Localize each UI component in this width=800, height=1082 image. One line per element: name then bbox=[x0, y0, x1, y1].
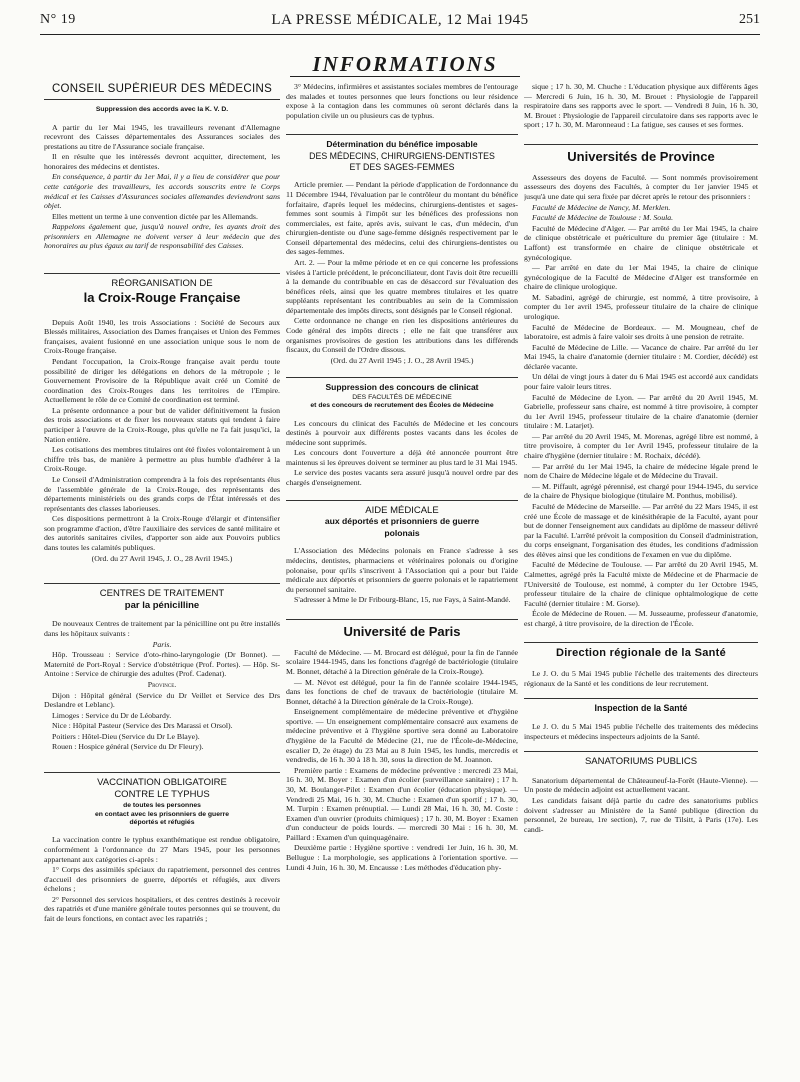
section-title: INFORMATIONS bbox=[312, 52, 498, 76]
paragraph: Faculté de Médecine de Bordeaux. — M. Mougneau, chef de laboratoire, est admis à faire valoir ses droits à une pension de retraite. bbox=[524, 322, 758, 342]
aide-title-2: aux déportés et prisonniers de guerre bbox=[324, 516, 480, 527]
paragraph: Deuxième partie : Hygiène sportive : vendredi 1er Juin, 16 h. 30, M. Bellugue : La morphologie, ses applications à l'orientation sportive. — Lundi 4 Juin, 16 h. 30, M. Encausse : Les méthodes d'éducation phy- bbox=[286, 843, 518, 872]
paragraph: Les concours dont l'ouverture a déjà été annoncée pourront être maintenus si les épreuves doivent se terminer au plus tard le 31 Mai 1945. bbox=[286, 448, 518, 467]
paragraph: Les concours du clinicat des Facultés de Médecine et les concours destinés à pourvoir aux différents postes vacants dans les écoles de médecine sont supprimés. bbox=[286, 418, 518, 447]
benefice-title-3: ET DES SAGES-FEMMES bbox=[349, 161, 455, 172]
paragraph: La vaccination contre le typhus exanthématique est rendue obligatoire, conformément à l'ordonnance du 27 Mars 1945, pour les personnes appartenant aux catégories ci-après : bbox=[44, 835, 280, 864]
vaccination-sub-3: déportés et réfugiés bbox=[129, 819, 195, 827]
divider bbox=[44, 99, 280, 100]
universite-paris-title: Université de Paris bbox=[343, 623, 461, 639]
paragraph: sique ; 17 h. 30, M. Chuche : L'éducation physique aux différents âges — Mercredi 6 Juin, 16 h. 30, M. Brouet : Physiologie de l'appareil respiratoire dans ses rapports avec le sport. — Vendredi 8 Juin, 16 h. 30, M. Brouet : Physiologie de l'appareil circulatoire dans ses rapports avec le sport ; 17 h. 30, M. Maronneaud : La fatigue, ses causes et ses formes. bbox=[524, 82, 758, 130]
paragraph: L'Association des Médecins polonais en France s'adresse à ses médecins, dentistes, pharmaciens et vétérinaires polonais ou d'origine polonaise, pour qu'ils s'inscrivent à l'Association qui a pour but l'aide médicale aux déportés et prisonniers de guerre polonais et le rapatriement du personnel sanitaire. bbox=[286, 546, 518, 594]
section-title-rule bbox=[290, 76, 520, 77]
vaccination-sub-1: de toutes les personnes bbox=[123, 802, 201, 810]
running-head bbox=[40, 12, 760, 34]
paragraph: — Par arrêté en date du 1er Mai 1945, la chaire de clinique gynécologique de la Faculté de Médecine d'Alger est transformée en chaire de clinique urologique. bbox=[524, 263, 758, 292]
subheading-paris: Paris. bbox=[152, 639, 172, 649]
paragraph: École de Médecine de Rouen. — M. Jusseaume, professeur d'anatomie, est chargé, à titre provisoire, de la direction de l'École. bbox=[524, 609, 758, 628]
paragraph: Art. 2. — Pour la même période et en ce qui concerne les professions visées à l'article précédent, le préconciliateur, dont l'avis doit être recueilli à la demande du contribuable en cas de désaccord sur l'évaluation des bénéfices réels, ainsi que les quatre membres titulaires et les quatre suppléants représentant les contribuables au sein de la Commission départementale des impôts directs, sont désignés par le Conseil régional. bbox=[286, 258, 518, 315]
clinicat-title-2: DES FACULTÉS DE MÉDECINE bbox=[352, 393, 452, 401]
conseil-title: CONSEIL SUPÉRIEUR DES MÉDECINS bbox=[51, 83, 273, 95]
paragraph: Hôp. Trousseau : Service d'oto-rhino-laryngologie (Dr Bonnet). — Maternité de Port-Royal : Service d'obstétrique (Prof. Portes). — Hôp. St-Antoine : Service de chirurgie des adultes (Prof. Cadenat). bbox=[44, 650, 280, 679]
paragraph: De nouveaux Centres de traitement par la pénicilline ont pu être installés dans les hôpitaux suivants : bbox=[44, 619, 280, 639]
paragraph: Sanatorium départemental de Châteauneuf-la-Forêt (Haute-Vienne). — Un poste de médecin adjoint est actuellement vacant. bbox=[524, 775, 758, 795]
paragraph: S'adresser à Mme le Dr Fribourg-Blanc, 15, rue Fays, à Saint-Mandé. bbox=[294, 595, 511, 605]
header-rule bbox=[40, 34, 760, 35]
paragraph: M. Sabadini, agrégé de chirurgie, est nommé, à titre provisoire, à compter du 1er avril 1945, professeur titulaire de la chaire de clinique urologique. bbox=[524, 292, 758, 321]
citation: (Ord. du 27 Avril 1945 ; J. O., 28 Avril 1945.) bbox=[330, 355, 474, 365]
paragraph: Nice : Hôpital Pasteur (Service des Drs Marassi et Orsol). bbox=[52, 721, 233, 731]
inspection-sante-title: Inspection de la Santé bbox=[594, 703, 688, 714]
paragraph: Faculté de Médecine de Marseille. — Par arrêté du 22 Mars 1945, il est créé une École de massage et de kinésithérapie de la Faculté, ayant pour but de donner l'enseignement aux candidats au diplôme de masseur délivré par la Faculté. L'arrêté prévoit la composition du Conseil d'administration, du corps enseignant, l'organisation des études, les conditions d'admission des élèves ainsi que les conditions de l'examen en vue du diplôme. bbox=[524, 501, 758, 559]
paragraph: La présente ordonnance a pour but de valider définitivement la fusion des trois associations et de fixer les nouveaux statuts qui tendent à faire participer à l'œuvre de la Croix-Rouge, plus qu'elle ne l'a fait jusqu'ici, la Nation entière. bbox=[44, 405, 280, 444]
column-3 bbox=[524, 82, 758, 1074]
sanatoriums-title: SANATORIUMS PUBLICS bbox=[584, 756, 698, 768]
paragraph: Le service des postes vacants sera assuré jusqu'à nouvel ordre par des chargés d'enseignement. bbox=[286, 468, 518, 488]
paragraph: Dijon : Hôpital général (Service du Dr Veillet et Service des Drs Deslandre et Leblanc). bbox=[44, 690, 280, 710]
paragraph: — M. Piffault, agrégé pérennisé, est chargé pour 1944-1945, du service de la chaire de Physique biologique (titulaire M. Ponthus, mobilisé). bbox=[524, 481, 758, 501]
paragraph: — M. Névot est délégué, pour la fin de l'année scolaire 1944-1945, dans les fonctions de chef de travaux de bactériologie (titulaire M. Bonnet, détaché à la Direction générale de la Croix-Rouge). bbox=[286, 677, 518, 706]
paragraph: Faculté de Médecine de Toulouse : M. Soula. bbox=[532, 213, 674, 223]
benefice-title-1: Détermination du bénéfice imposable bbox=[326, 139, 478, 150]
benefice-title-2: DES MÉDECINS, CHIRURGIENS-DENTISTES bbox=[309, 150, 495, 161]
paragraph: 2° Personnel des services hospitaliers, et des centres destinés à recevoir des rapatriés et d'une manière générale toutes personnes qui se trouvent, du fait de leurs fonctions, en contact avec les rapatriés ; bbox=[44, 894, 280, 924]
paragraph: Assesseurs des doyens de Faculté. — Sont nommés provisoirement assesseurs des doyens des Facultés, à compter du 1er janvier 1945 et jusqu'à une date qui sera fixée par décret après le retour des prisonniers : bbox=[524, 172, 758, 202]
subheading-province: Province. bbox=[147, 679, 177, 689]
paragraph: — Par arrêté du 1er Mai 1945, la chaire de médecine légale prend le nom de Chaire de Médecine légale et de Médecine du Travail. bbox=[524, 461, 758, 481]
croix-rouge-title-2: la Croix-Rouge Française bbox=[83, 289, 241, 305]
citation: (Ord. du 27 Avril 1945, J. O., 28 Avril 1945.) bbox=[91, 553, 233, 563]
paragraph: Rappelons également que, jusqu'à nouvel ordre, les ayants droit des prisonniers en Allemagne ne doivent verser à leur médecin que des honoraires au plus égaux au tarif de responsabilité des Caisses. bbox=[44, 222, 280, 251]
paragraph: Limoges : Service du Dr de Léobardy. bbox=[52, 710, 172, 720]
paragraph: 3° Médecins, infirmières et assistantes sociales membres de l'entourage des malades et toutes personnes que leurs fonctions ou leur résidence expose à la contagion dans les communes où seront déclarés dans la population civile un ou plusieurs cas de typhus. bbox=[286, 82, 518, 120]
croix-rouge-title-1: RÉORGANISATION DE bbox=[111, 278, 213, 290]
paragraph: Le Conseil d'Administration comprendra à la fois des représentants élus de l'assemblée générale de la Croix-Rouge, des représentants des départements ministériels ou des grands corps de l'État intéressés et des représentants des classes laborieuses. bbox=[44, 474, 280, 513]
paragraph: Faculté de Médecine de Lyon. — Par arrêté du 20 Avril 1945, M. Gabrielle, professeur sans chaire, est nommé à titre provisoire, à compter du 1er Avril 1945, professeur titulaire de la chaire d'anatomie (dernier titulaire : M. Latarjet). bbox=[524, 392, 758, 431]
issue-number: N° 19 bbox=[40, 12, 76, 27]
paragraph: Ces dispositions permettront à la Croix-Rouge d'élargir et d'intensifier son programme d'action, d'être l'auxiliaire des services de santé militaire et des autorités sanitaires civiles, d'apporter son aide aux Pouvoirs publics dans toutes les calamités publiques. bbox=[44, 514, 280, 552]
paragraph: Article premier. — Pendant la période d'application de l'ordonnance du 11 Décembre 1944, l'évaluation par le contrôleur du montant du bénéfice forfaitaire, d'après lequel les médecins, chirurgiens-dentistes et sages-femmes sont soumis à l'impôt sur les bénéfices des professions non commerciales, est faite, après avis, suivant le cas, d'un médecin, d'un chirurgien-dentiste ou d'une sage-femme désignés respectivement par le Conseil départemental des médecins, celui des chirurgiens-dentistes ou des sages-femmes. bbox=[286, 180, 518, 257]
paragraph: Elles mettent un terme à une convention dictée par les Allemands. bbox=[52, 211, 258, 221]
paragraph: Les candidats faisant déjà partie du cadre des sanatoriums publics doivent s'adresser au Ministère de la Santé publique (direction du personnel, 2e bureau, 1re section), 7, rue de Tilsitt, à Paris (17e). Les candi- bbox=[524, 795, 758, 834]
column-1 bbox=[44, 82, 280, 1074]
direction-sante-title: Direction régionale de la Santé bbox=[555, 647, 727, 660]
paragraph: En conséquence, à partir du 1er Mai, il y a lieu de considérer que pour cette catégorie des travailleurs, les accords souscrits entre le Corps médical et les Caisses d'Assurances sociales allemandes deviendront sans objet. bbox=[44, 172, 280, 211]
clinicat-title-3: et des concours de recrutement des Écoles de Médecine bbox=[310, 402, 494, 410]
vaccination-title-1: VACCINATION OBLIGATOIRE bbox=[97, 776, 227, 788]
conseil-subtitle: Suppression des accords avec la K. V. D. bbox=[95, 106, 229, 114]
column-2 bbox=[286, 82, 518, 1074]
paragraph: Il en résulte que les intéressés devront acquitter, directement, les honoraires des médecins et dentistes. bbox=[44, 152, 280, 171]
paragraph: Première partie : Examens de médecine préventive : mercredi 23 Mai, 16 h. 30, M. Boyer : Examen d'un écolier (surveillance sanitaire) ; 17 h. 30, M. Boulanger-Pilet : Examen d'un écolier (éducation physique). — Vendredi 25 Mai, 16 h. 30, M. Chuche : Examen d'un sportif ; 17 h. 30, M. Turpin : Examen prénuptial. — Lundi 28 Mai, 16 h. 30, M. Coste : Examen d'un ouvrier (produits chimiques) ; 17 h. 30, M. Boyer : Examen d'un conducteur de poids lourds. — mercredi 30 Mai : 16 h. 30, M. Paillard : Examen d'un quinquagénaire. bbox=[286, 765, 518, 842]
paragraph: Faculté de Médecine de Toulouse. — Par arrêté du 20 Avril 1945, M. Calmettes, agrégé près la Faculté mixte de Médecine et de Pharmacie de l'Université de Toulouse, est nommé, à compter du 1er Octobre 1945, professeur titulaire de la chaire de clinique ophtalmologique de cette Faculté (dernier titulaire : M. Gorse). bbox=[524, 560, 758, 608]
journal-title: LA PRESSE MÉDICALE, 12 Mai 1945 bbox=[271, 12, 529, 28]
centres-title-1: CENTRES DE TRAITEMENT bbox=[99, 588, 225, 600]
paragraph: Le J. O. du 5 Mai 1945 publie l'échelle des traitements des médecins inspecteurs et médecins inspecteurs adjoints de la Santé. bbox=[524, 721, 758, 741]
aide-title-3: polonais bbox=[384, 527, 420, 538]
paragraph: Pendant l'occupation, la Croix-Rouge française avait perdu toute possibilité de diriger les délégations en dehors de la métropole ; le Gouvernement Provisoire de la République avait créé un Comité de coordination des Croix-Rouges dans les territoires de l'Empire. Actuellement le rôle de ce Comité de coordination est terminé. bbox=[44, 356, 280, 405]
vaccination-sub-2: en contact avec les prisonniers de guerre bbox=[94, 810, 230, 818]
paragraph: Faculté de Médecine. — M. Brocard est délégué, pour la fin de l'année scolaire 1944-1945, dans les fonctions d'agrégé de bactériologie (titulaire M. Bonnet, détaché à la Direction générale de la Croix-Rouge). bbox=[286, 647, 518, 676]
paragraph: A partir du 1er Mai 1945, les travailleurs revenant d'Allemagne recevront des Caisses départementales des Assurances sociales des prestations au titre de l'Assurance sociale française. bbox=[44, 122, 280, 151]
paragraph: Le J. O. du 5 Mai 1945 publie l'échelle des traitements des directeurs régionaux de la Santé et les conditions de leur recrutement. bbox=[524, 668, 758, 688]
paragraph: Cette ordonnance ne change en rien les dispositions antérieures du Code général des impôts directs ; elle ne fait que transférer aux organismes provisoires de gestion les attributions dans les différends fiscaux, du Conseil de l'Ordre dissous. bbox=[286, 316, 518, 355]
paragraph: 1° Corps des assimilés spéciaux du rapatriement, personnel des centres d'accueil des prisonniers de guerre, déportés et réfugiés, aux divers échelons ; bbox=[44, 865, 280, 894]
paragraph: Faculté de Médecine d'Alger. — Par arrêté du 1er Mai 1945, la chaire de clinique obstétricale et puériculture du premier âge (titulaire : M. Laffont) est transformée en chaire de clinique obstétricale et gynécologique. bbox=[524, 223, 758, 262]
paragraph: Depuis Août 1940, les trois Associations : Société de Secours aux Blessés militaires, Association des Dames françaises et Union des Femmes françaises, avaient fusionné en une association unique sous le nom de Croix-Rouge française. bbox=[44, 317, 280, 356]
centres-title-2: par la pénicilline bbox=[124, 599, 200, 611]
page-number: 251 bbox=[739, 12, 760, 27]
paragraph: Enseignement complémentaire de médecine préventive et d'hygiène sportive. — Un enseignement complémentaire consacré aux examens de médecine préventive et à l'hygiène sportive sera donné au Laboratoire d'hygiène de la Faculté de Médecine (21, rue de l'École-de-Médecine, escalier D, 2e étage) du 23 Mai au 8 Juin 1945, les lundis, mercredis et vendredis, de 16 h. 30 à 18 h. 30, sous la direction de M. Joannon. bbox=[286, 707, 518, 765]
paragraph: Faculté de Médecine de Lille. — Vacance de chaire. Par arrêté du 1er Mai 1945, la chaire d'anatomie (dernier titulaire : M. Cordier, décédé) est déclarée vacante. bbox=[524, 342, 758, 371]
paragraph: Rouen : Hospice général (Service du Dr Fleury). bbox=[52, 742, 204, 752]
aide-title-1: AIDE MÉDICALE bbox=[365, 504, 439, 516]
paragraph: Poitiers : Hôtel-Dieu (Service du Dr Le Blaye). bbox=[52, 731, 200, 741]
vaccination-title-2: CONTRE LE TYPHUS bbox=[114, 788, 210, 800]
paragraph: Faculté de Médecine de Nancy, M. Merklen. bbox=[532, 202, 671, 212]
paragraph: — Par arrêté du 20 Avril 1945, M. Morenas, agrégé libre est nommé, à titre provisoire, à compter du 1er Avril 1945, professeur titulaire de la chaire d'hygiène (dernier titulaire : M. Rochaix, décédé). bbox=[524, 431, 758, 461]
universites-province-title: Universités de Province bbox=[567, 148, 715, 164]
paragraph: Un délai de vingt jours à dater du 6 Mai 1945 est accordé aux candidats pour faire valoir leurs titres. bbox=[524, 372, 758, 392]
paragraph: Les cotisations des membres titulaires ont été fixées volontairement à un chiffre très bas, de manière à permettre au plus humble d'adhérer à la Croix-Rouge. bbox=[44, 445, 280, 474]
clinicat-title-1: Suppression des concours de clinicat bbox=[325, 382, 479, 393]
